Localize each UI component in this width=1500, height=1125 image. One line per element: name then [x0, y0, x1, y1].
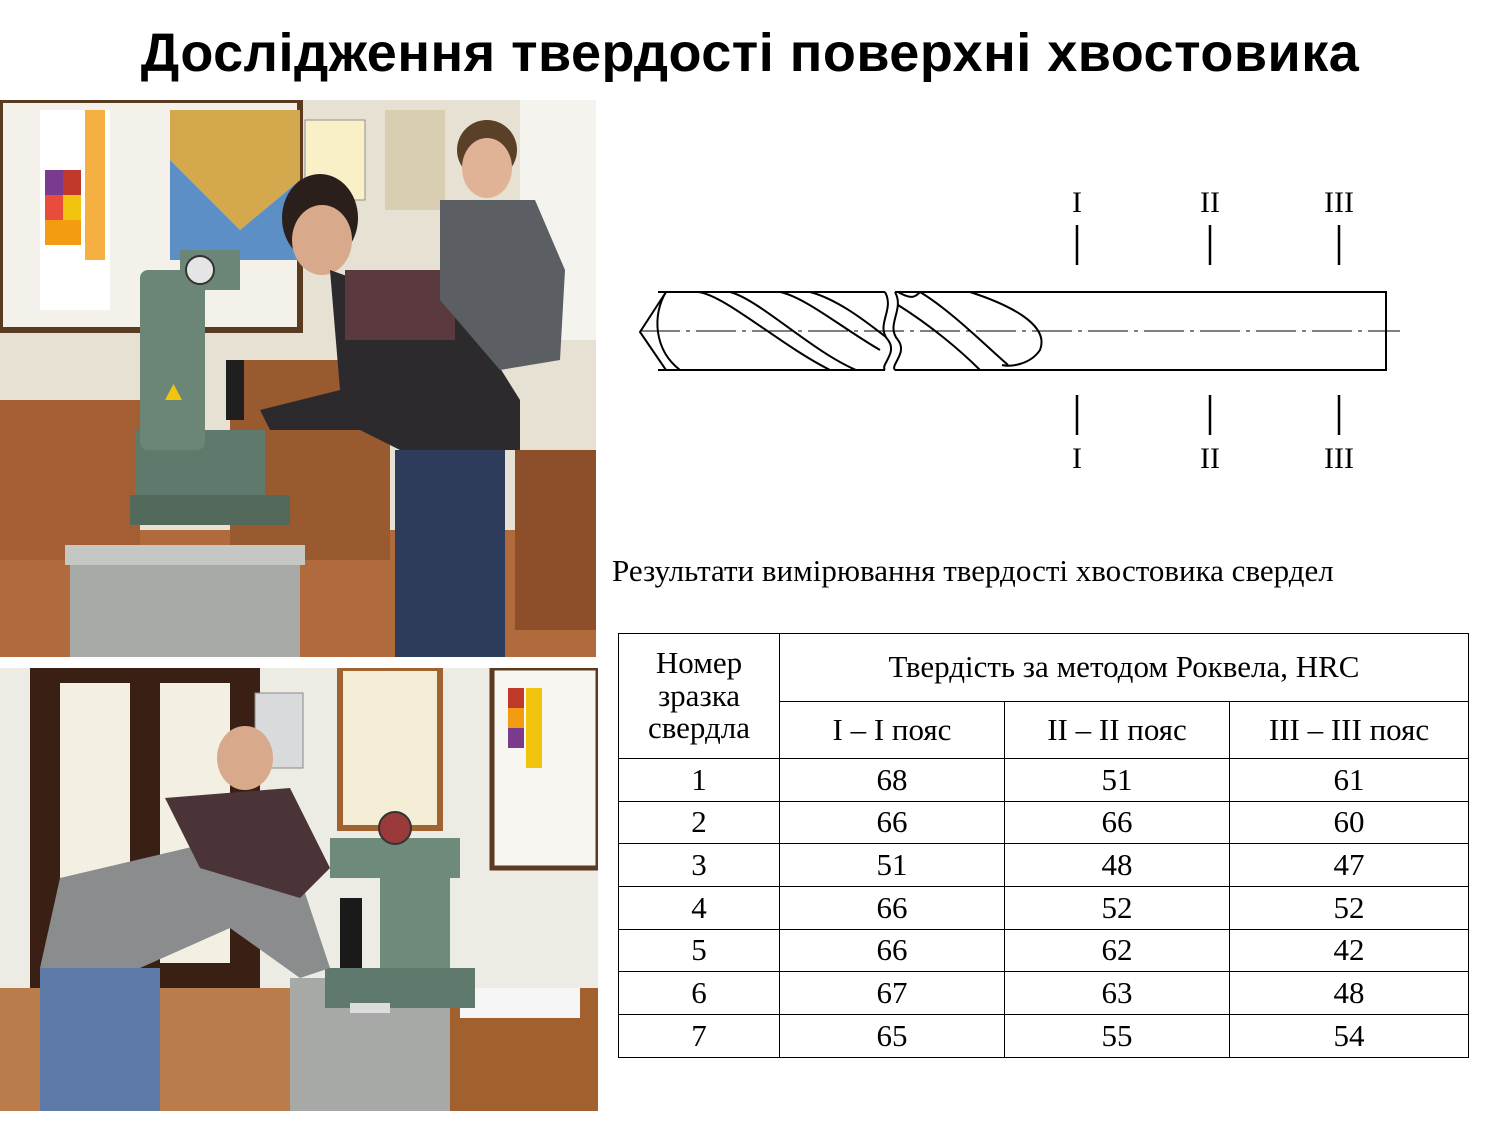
- hardness-cell: 66: [780, 887, 1005, 930]
- hardness-cell: 67: [780, 972, 1005, 1015]
- hardness-cell: 66: [780, 929, 1005, 972]
- zone-header-3: III – III пояс: [1230, 702, 1469, 759]
- hardness-cell: 61: [1230, 759, 1469, 802]
- section-label-top-1: I: [1072, 186, 1082, 219]
- hardness-cell: 51: [780, 844, 1005, 887]
- table-row: [619, 759, 1469, 802]
- hardness-cell: 68: [780, 759, 1005, 802]
- zone-header-2: II – II пояс: [1005, 702, 1230, 759]
- sample-cell: 3: [619, 844, 780, 887]
- sample-cell: 5: [619, 929, 780, 972]
- table-row: [619, 887, 1469, 930]
- hardness-cell: 55: [1005, 1015, 1230, 1058]
- sample-cell: 1: [619, 759, 780, 802]
- hardness-cell: 48: [1005, 844, 1230, 887]
- hardness-cell: 66: [1005, 801, 1230, 844]
- table-row: [619, 844, 1469, 887]
- sample-cell: 4: [619, 887, 780, 930]
- sample-cell: 7: [619, 1015, 780, 1058]
- zone-header-1: I – I пояс: [780, 702, 1005, 759]
- photo-top: [0, 100, 596, 657]
- section-label-bottom-1: I: [1072, 442, 1082, 475]
- hardness-cell: 52: [1005, 887, 1230, 930]
- hardness-cell: 66: [780, 801, 1005, 844]
- table-row: [619, 801, 1469, 844]
- section-label-top-3: III: [1324, 186, 1354, 219]
- section-label-bottom-2: II: [1200, 442, 1220, 475]
- sample-cell: 2: [619, 801, 780, 844]
- drill-diagram: [630, 175, 1410, 485]
- hardness-table: [618, 633, 1469, 1058]
- table-row: [619, 1015, 1469, 1058]
- hardness-cell: 51: [1005, 759, 1230, 802]
- hardness-cell: 52: [1230, 887, 1469, 930]
- hardness-cell: 65: [780, 1015, 1005, 1058]
- hardness-cell: 54: [1230, 1015, 1469, 1058]
- hardness-cell: 48: [1230, 972, 1469, 1015]
- hardness-cell: 62: [1005, 929, 1230, 972]
- sample-cell: 6: [619, 972, 780, 1015]
- hardness-cell: 42: [1230, 929, 1469, 972]
- method-header: Твердість за методом Роквела, HRC: [780, 634, 1469, 702]
- table-row: [619, 929, 1469, 972]
- table-row: [619, 972, 1469, 1015]
- slide-title: Дослідження твердості поверхні хвостовика: [140, 23, 1360, 83]
- hardness-cell: 63: [1005, 972, 1230, 1015]
- sample-number-header: Номер зразка свердла: [619, 634, 780, 759]
- table-caption: Результати вимірювання твердості хвостовика свердел: [612, 553, 1334, 588]
- section-label-bottom-3: III: [1324, 442, 1354, 475]
- hardness-cell: 60: [1230, 801, 1469, 844]
- hardness-cell: 47: [1230, 844, 1469, 887]
- section-label-top-2: II: [1200, 186, 1220, 219]
- photo-bottom: [0, 668, 598, 1111]
